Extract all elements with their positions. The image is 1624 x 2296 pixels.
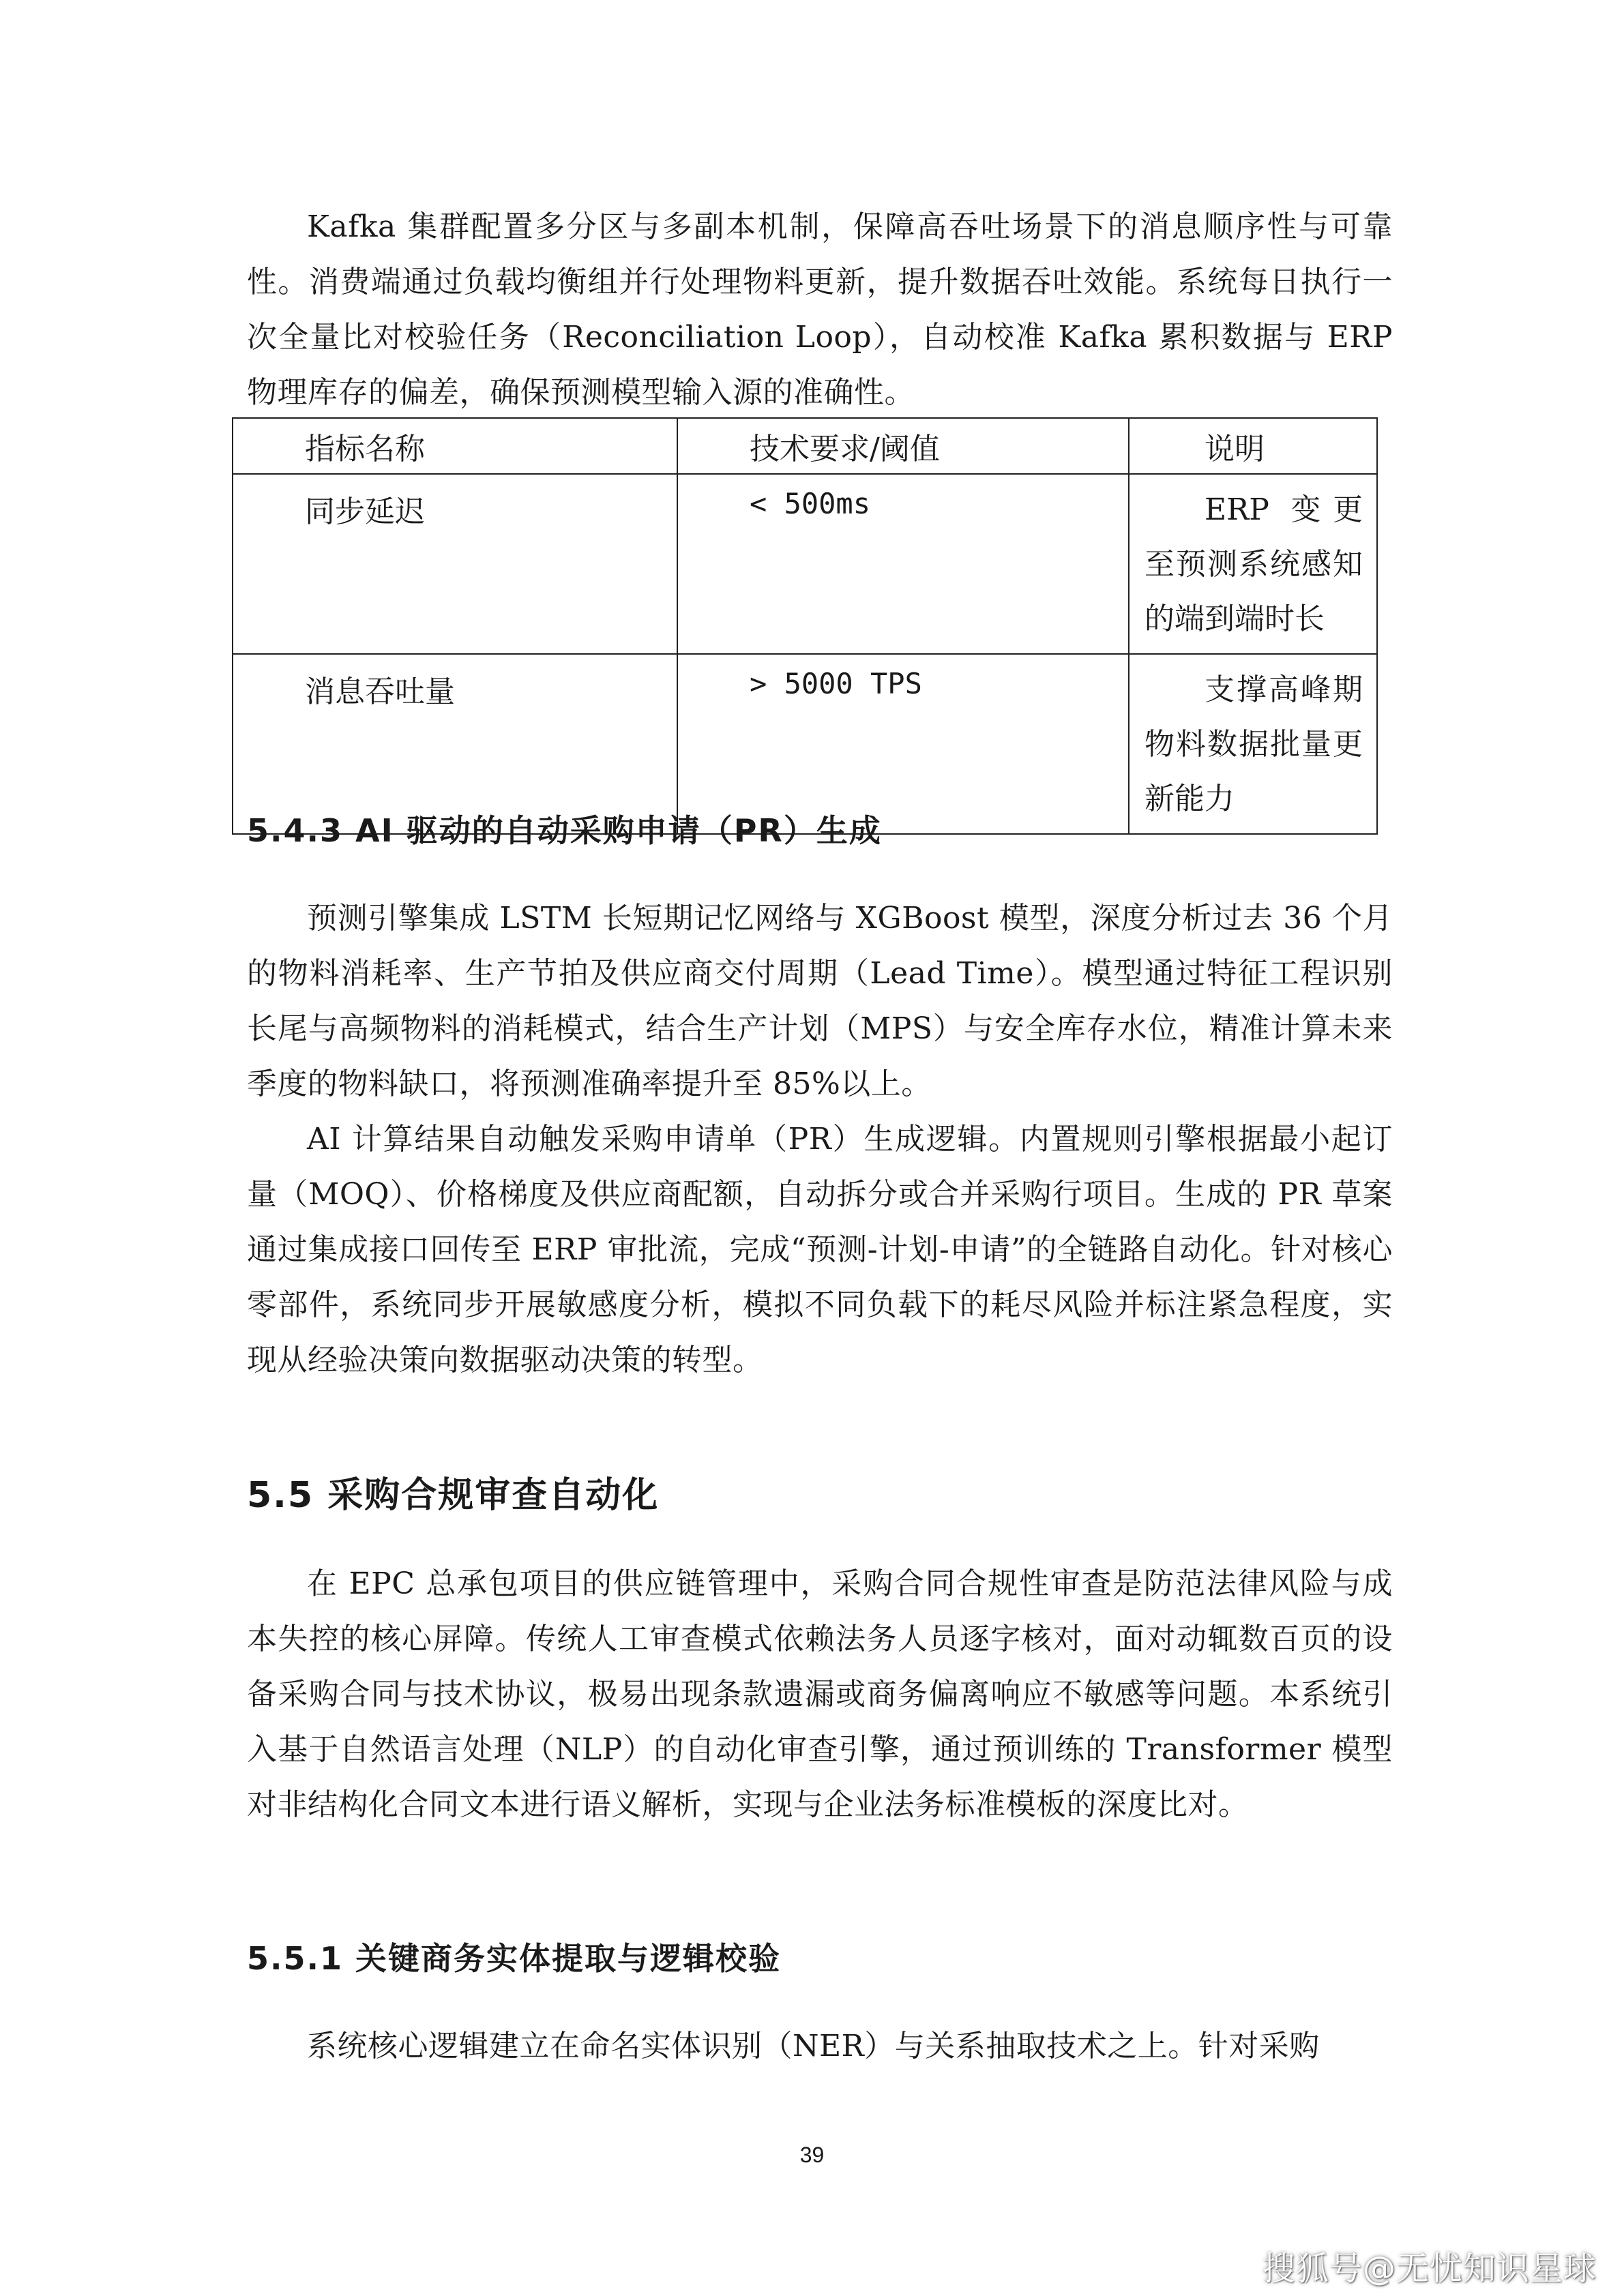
paragraph-ner: 系统核心逻辑建立在命名实体识别（NER）与关系抽取技术之上。针对采购 xyxy=(307,2029,1320,2063)
table-header-row xyxy=(233,418,1377,474)
paragraph-ai-pr: AI 计算结果自动触发采购申请单（PR）生成逻辑。内置规则引擎根据最小起订量（MOQ）、价格梯度及供应商配额，自动拆分或合并采购行项目。生成的 PR 草案通过集成接口回传至 ERP 审批流，完成“预测-计划-申请”的全链路自动化。针对核心零部件，系统同步开展敏感度分析，模拟不同负载下的耗尽风险并标注紧急程度，实现从经验决策向数据驱动决策的转型。 xyxy=(247,1122,1393,1377)
watermark-text: 搜狐号@无忧知识星球 xyxy=(1262,2250,1597,2288)
paragraph-epc: 在 EPC 总承包项目的供应链管理中，采购合同合规性审查是防范法律风险与成本失控的核心屏障。传统人工审查模式依赖法务人员逐字核对，面对动辄数百页的设备采购合同与技术协议，极易出现条款遗漏或商务偏离响应不敏感等问题。本系统引入基于自然语言处理（NLP）的自动化审查引擎，通过预训练的 Transformer 模型对非结构化合同文本进行语义解析，实现与企业法务标准模板的深度比对。 xyxy=(247,1566,1393,1822)
paragraph-lstm: 预测引擎集成 LSTM 长短期记忆网络与 XGBoost 模型，深度分析过去 36 个月的物料消耗率、生产节拍及供应商交付周期（Lead Time）。模型通过特征工程识别长尾与高频物料的消耗模式，结合生产计划（MPS）与安全库存水位，精准计算未来季度的物料缺口，将预测准确率提升至 85%以上。 xyxy=(247,901,1393,1101)
section-heading-5-4-3: 5.4.3 AI 驱动的自动采购申请（PR）生成 xyxy=(247,812,882,849)
table-header-cell: 技术要求/阈值 xyxy=(677,418,1129,474)
metrics-table xyxy=(232,417,1378,835)
table-header-cell: 指标名称 xyxy=(233,418,677,474)
table-cell-value: < 500ms xyxy=(677,474,1129,654)
page-number: 39 xyxy=(799,2143,825,2167)
section-heading-5-5-1: 5.5.1 关键商务实体提取与逻辑校验 xyxy=(247,1940,781,1977)
table-row xyxy=(233,474,1377,654)
table-cell-desc: ERP 变更至预测系统感知的端到端时长 xyxy=(1129,474,1377,654)
table-cell-name: 同步延迟 xyxy=(233,474,677,654)
table-cell-name: 消息吞吐量 xyxy=(233,654,677,834)
table-header-cell: 说明 xyxy=(1129,418,1377,474)
paragraph-kafka: Kafka 集群配置多分区与多副本机制，保障高吞吐场景下的消息顺序性与可靠性。消费端通过负载均衡组并行处理物料更新，提升数据吞吐效能。系统每日执行一次全量比对校验任务（Reconciliation Loop），自动校准 Kafka 累积数据与 ERP 物理库存的偏差，确保预测模型输入源的准确性。 xyxy=(247,209,1393,410)
table-cell-desc: 支撑高峰期物料数据批量更新能力 xyxy=(1129,654,1377,834)
table-cell-value: > 5000 TPS xyxy=(677,654,1129,834)
section-heading-5-5: 5.5 采购合规审查自动化 xyxy=(247,1475,660,1516)
